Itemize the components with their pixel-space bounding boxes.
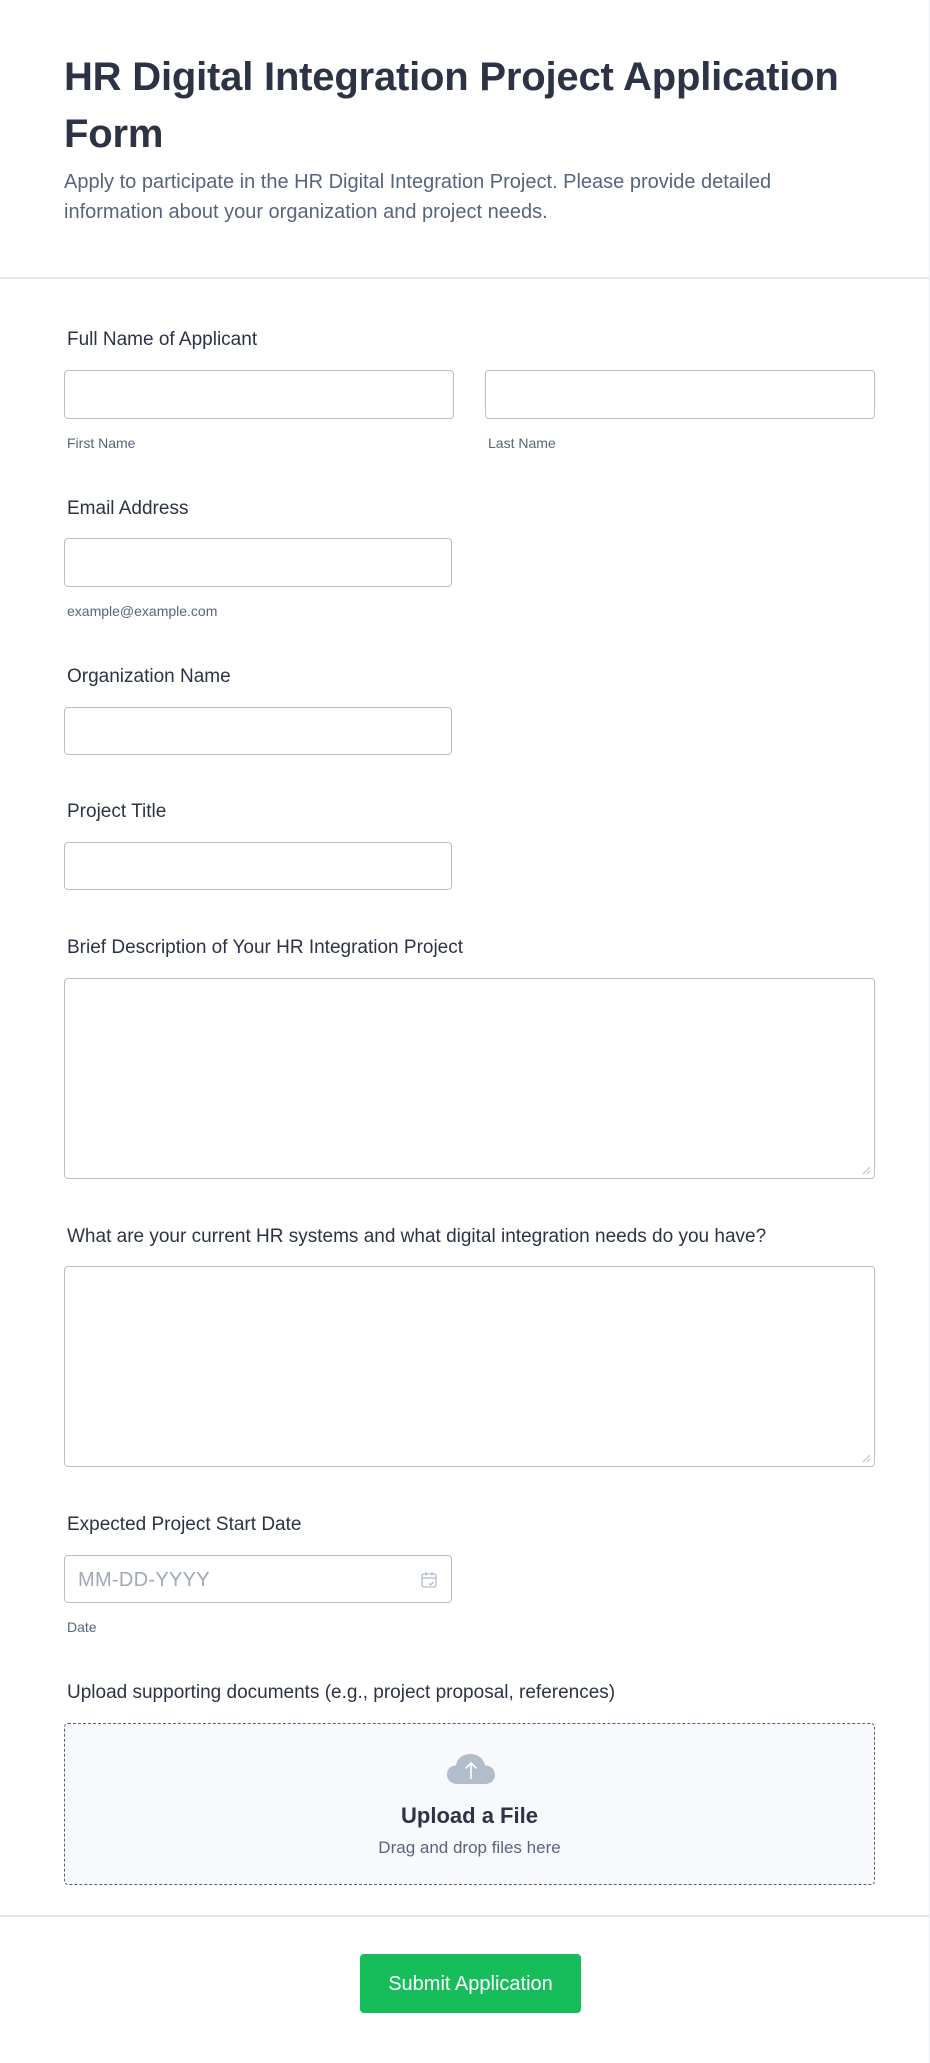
first-name-input[interactable] (64, 370, 454, 419)
start-date-sublabel: Date (67, 1619, 97, 1635)
email-input[interactable] (64, 538, 452, 587)
submit-application-button[interactable]: Submit Application (360, 1954, 581, 2013)
start-date-label: Expected Project Start Date (67, 1514, 302, 1535)
page-subtitle: Apply to participate in the HR Digital Integration Project. Please provide detailed information about your organization and project needs. (64, 171, 772, 223)
organization-label: Organization Name (67, 666, 231, 687)
organization-input[interactable] (64, 707, 452, 755)
full-name-label: Full Name of Applicant (67, 329, 258, 350)
email-sublabel: example@example.com (67, 603, 218, 619)
project-title-input[interactable] (64, 842, 452, 890)
upload-hint: Drag and drop files here (378, 1838, 561, 1857)
first-name-sublabel: First Name (67, 435, 136, 451)
description-label: Brief Description of Your HR Integration Project (67, 937, 464, 958)
resize-handle-icon[interactable] (861, 1165, 871, 1175)
file-upload-dropzone[interactable] (64, 1723, 875, 1885)
calendar-icon[interactable] (419, 1570, 439, 1590)
cloud-upload-icon (446, 1753, 496, 1785)
footer-divider (0, 1915, 929, 1917)
description-textarea[interactable] (64, 978, 875, 1179)
email-label: Email Address (67, 498, 189, 519)
start-date-placeholder: MM-DD-YYYY (78, 1569, 210, 1591)
last-name-input[interactable] (485, 370, 875, 419)
start-date-input[interactable] (64, 1555, 452, 1603)
form-header (64, 49, 864, 227)
page-title: HR Digital Integration Project Application Form (64, 55, 839, 156)
upload-title: Upload a File (401, 1803, 538, 1828)
current-systems-textarea[interactable] (64, 1266, 875, 1467)
resize-handle-icon[interactable] (861, 1453, 871, 1463)
project-title-label: Project Title (67, 801, 167, 822)
last-name-sublabel: Last Name (488, 435, 556, 451)
upload-label: Upload supporting documents (e.g., project proposal, references) (67, 1682, 616, 1703)
current-systems-label: What are your current HR systems and what digital integration needs do you have? (67, 1226, 767, 1247)
header-divider (0, 277, 929, 279)
